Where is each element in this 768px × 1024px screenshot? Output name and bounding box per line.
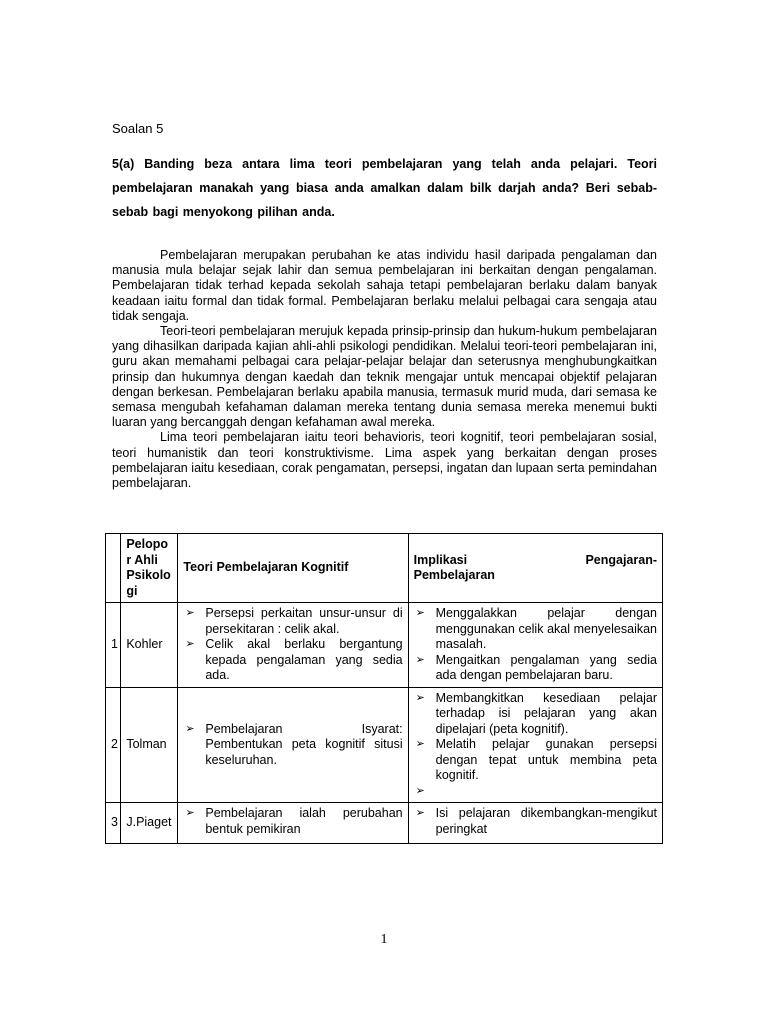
list-item: ➢ Isi pelajaran dikembangkan-mengikut peringkat xyxy=(415,806,657,836)
row-name: Kohler xyxy=(121,603,178,688)
table-row xyxy=(106,803,663,844)
table-row xyxy=(106,603,663,688)
list-item: ➢ Mengaitkan pengalaman yang sedia ada dengan pembelajaran baru. xyxy=(415,652,657,682)
row-implikasi xyxy=(408,603,662,688)
arrow-bullet-icon: ➢ xyxy=(185,722,195,735)
row-teori xyxy=(178,803,408,844)
question-text: 5(a) Banding beza antara lima teori pembelajaran yang telah anda pelajari. Teori pembelajaran manakah yang biasa anda amalkan dalam bilk darjah anda? Beri sebab-sebab bagi menyokong pilihan anda. xyxy=(112,157,657,219)
list-item: ➢ Persepsi perkaitan unsur-unsur di persekitaran : celik akal. xyxy=(185,606,403,636)
page-number: 1 xyxy=(380,932,388,947)
paragraph: Lima teori pembelajaran iaitu teori behavioris, teori kognitif, teori pembelajaran sosial, teori humanistik dan teori konstruktivisme. Lima aspek yang berkaitan dengan proses pembelajaran iaitu kesediaan, corak pengamatan, persepsi, ingatan dan lupaan serta pemindahan pembelajaran. xyxy=(112,430,657,491)
paragraph: Pembelajaran merupakan perubahan ke atas individu hasil daripada pengalaman dan manusia mula belajar sejak lahir dan semua pembelajaran ini berkaitan dengan pengalaman. Pembelajaran tidak terhad kepada sekolah sahaja tetapi pembelajaran berlaku dalam banyak keadaan iaitu formal dan tidak formal. Pembelajaran berlaku melalui pelbagai cara sengaja atau tidak sengaja. xyxy=(112,248,657,323)
row-number: 3 xyxy=(106,803,121,844)
arrow-bullet-icon: ➢ xyxy=(415,784,425,797)
header-implikasi-line2: Pembelajaran xyxy=(413,568,495,582)
row-implikasi xyxy=(408,803,662,844)
list-item: ➢ Celik akal berlaku bergantung kepada pengalaman yang sedia ada. xyxy=(185,637,403,682)
header-teori: Teori Pembelajaran Kognitif xyxy=(178,534,408,603)
arrow-bullet-icon: ➢ xyxy=(415,738,425,750)
row-name: J.Piaget xyxy=(121,803,178,844)
row-number: 1 xyxy=(106,603,121,688)
question-number: Soalan 5 xyxy=(112,121,164,136)
header-implikasi xyxy=(408,534,662,603)
arrow-bullet-icon: ➢ xyxy=(415,807,425,819)
body-text xyxy=(112,248,657,491)
row-name: Tolman xyxy=(121,687,178,803)
arrow-bullet-icon: ➢ xyxy=(185,607,195,619)
arrow-bullet-icon: ➢ xyxy=(185,807,195,819)
arrow-bullet-icon: ➢ xyxy=(415,607,425,619)
header-pelopor: Pelopo r Ahli Psikolo gi xyxy=(121,534,178,603)
list-item: ➢ Pembelajaran ialah perubahan bentuk pemikiran xyxy=(185,806,403,836)
arrow-bullet-icon: ➢ xyxy=(185,638,195,650)
list-item: ➢ Pembelajaran Isyarat: Pembentukan peta kognitif situsi keseluruhan. xyxy=(185,721,403,767)
list-item: ➢ Membangkitkan kesediaan pelajar terhadap isi pelajaran yang akan dipelajari (peta kognitif). xyxy=(415,690,657,736)
arrow-bullet-icon: ➢ xyxy=(415,691,425,704)
list-item: ➢ Menggalakkan pelajar dengan menggunakan celik akal menyelesaikan masalah. xyxy=(415,606,657,651)
table-header-row xyxy=(106,534,663,603)
list-item xyxy=(414,784,657,800)
row-teori xyxy=(178,603,408,688)
paragraph: Teori-teori pembelajaran merujuk kepada prinsip-prinsip dan hukum-hukum pembelajaran yang dihasilkan daripada kajian ahli-ahli psikologi pendidikan. Melalui teori-teori pembelajaran ini, guru akan memahami pelbagai cara pelajar-pelajar belajar dan seterusnya menghubungkaitkan prinsip dan hukumnya dengan kaedah dan teknik mengajar untuk mencapai objektif pelajaran dengan berkesan. Pembelajaran berlaku apabila manusia, termasuk murid muda, dari semasa ke semasa mengubah kefahaman dalaman mereka tentang dunia semasa mereka menemui bukti luaran yang bercanggah dengan kefahaman awal mereka. xyxy=(112,324,657,430)
header-implikasi-right: Pengajaran- xyxy=(585,552,657,567)
arrow-bullet-icon: ➢ xyxy=(415,653,425,666)
list-item: ➢ Melatih pelajar gunakan persepsi dengan tepat untuk membina peta kognitif. xyxy=(415,737,657,782)
row-implikasi xyxy=(408,687,662,803)
header-no xyxy=(106,534,121,603)
theory-table xyxy=(105,533,663,844)
header-implikasi-left: Implikasi xyxy=(413,552,468,567)
row-number: 2 xyxy=(106,687,121,803)
row-teori xyxy=(178,687,408,803)
table-row xyxy=(106,687,663,803)
